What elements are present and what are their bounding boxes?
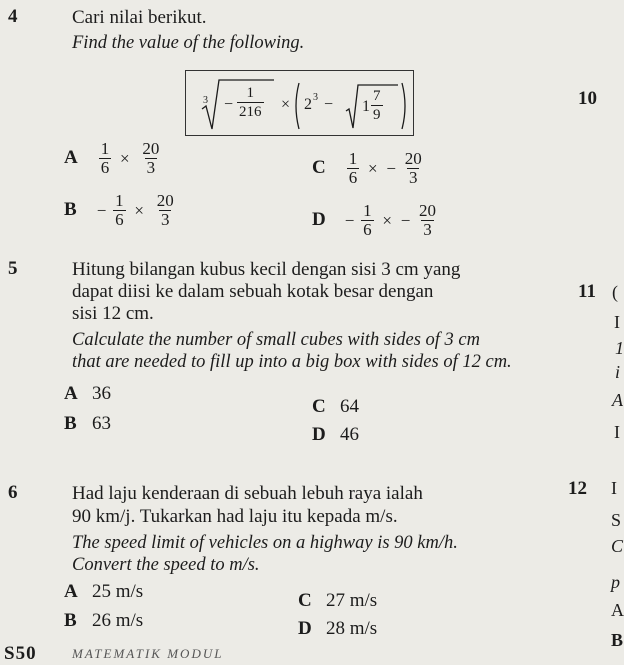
- cut-off-text: p: [611, 572, 620, 592]
- cut-off-text: S: [611, 510, 622, 530]
- page-code: S50: [4, 643, 37, 664]
- question-text-english-line: Calculate the number of small cubes with sides of 3 cm: [72, 330, 480, 350]
- question-number: 6: [8, 482, 18, 503]
- cut-off-text: A: [611, 600, 624, 620]
- question-text-malay-line: Hitung bilangan kubus kecil dengan sisi 3 cm yang: [72, 259, 461, 280]
- next-column-question-number: 10: [578, 88, 597, 109]
- option-c[interactable]: C $\frac{1}{6}$ × − $\frac{20}{3}$: [312, 149, 422, 187]
- next-column-question-number: 11: [578, 281, 596, 302]
- question-text-english-line: The speed limit of vehicles on a highway is 90 km/h.: [72, 533, 458, 553]
- cut-off-text: i: [615, 362, 621, 382]
- question-text-malay-line: sisi 12 cm.: [72, 303, 154, 324]
- option-b[interactable]: B 63: [64, 413, 111, 434]
- power-exponent: 3: [313, 92, 318, 103]
- question-number: 4: [8, 6, 18, 27]
- cut-off-text: 1: [615, 338, 624, 358]
- minus-sign: −: [324, 96, 334, 113]
- question-text-english-line: Convert the speed to m/s.: [72, 555, 260, 575]
- power-base: 2: [304, 96, 312, 113]
- question-text-malay: Cari nilai berikut.: [72, 7, 207, 28]
- cut-off-text: I: [611, 478, 617, 498]
- mixed-fraction: $\frac{7}{9}$: [373, 88, 381, 123]
- option-a[interactable]: A 25 m/s: [64, 581, 144, 602]
- minus-sign: −: [224, 96, 234, 113]
- option-b[interactable]: B − $\frac{1}{6}$ × $\frac{20}{3}$: [64, 191, 174, 229]
- option-c[interactable]: C 27 m/s: [298, 590, 378, 611]
- cut-off-text: I: [614, 312, 620, 332]
- expression-box: [185, 70, 414, 136]
- mixed-whole: 1: [362, 98, 370, 115]
- cut-off-text: B: [611, 630, 624, 650]
- option-c[interactable]: C 64: [312, 396, 359, 417]
- question-text-english: Find the value of the following.: [72, 33, 305, 53]
- option-d[interactable]: D 46: [312, 424, 359, 445]
- fraction: $\frac{1}{216}$: [239, 85, 262, 120]
- option-d[interactable]: D − $\frac{1}{6}$ × − $\frac{20}{3}$: [312, 201, 437, 239]
- option-d[interactable]: D 28 m/s: [298, 618, 378, 639]
- running-title: MATEMATIK MODUL: [72, 646, 224, 661]
- cut-off-text: (: [612, 282, 618, 302]
- option-a[interactable]: A $\frac{1}{6}$ × $\frac{20}{3}$: [64, 139, 160, 177]
- question-text-malay-line: 90 km/j. Tukarkan had laju itu kepada m/s.: [72, 506, 398, 527]
- option-b[interactable]: B 26 m/s: [64, 610, 144, 631]
- question-number: 5: [8, 258, 18, 279]
- question-text-malay-line: dapat diisi ke dalam sebuah kotak besar dengan: [72, 281, 434, 302]
- root-index: 3: [203, 95, 208, 106]
- cut-off-text: A: [612, 390, 623, 410]
- question-text-malay-line: Had laju kenderaan di sebuah lebuh raya ialah: [72, 483, 423, 504]
- question-text-english-line: that are needed to fill up into a big box with sides of 12 cm.: [72, 352, 512, 372]
- cut-off-text: I: [614, 422, 620, 442]
- times-sign: ×: [281, 96, 291, 113]
- next-column-question-number: 12: [568, 478, 587, 499]
- option-a[interactable]: A 36: [64, 383, 111, 404]
- cut-off-text: C: [611, 536, 624, 556]
